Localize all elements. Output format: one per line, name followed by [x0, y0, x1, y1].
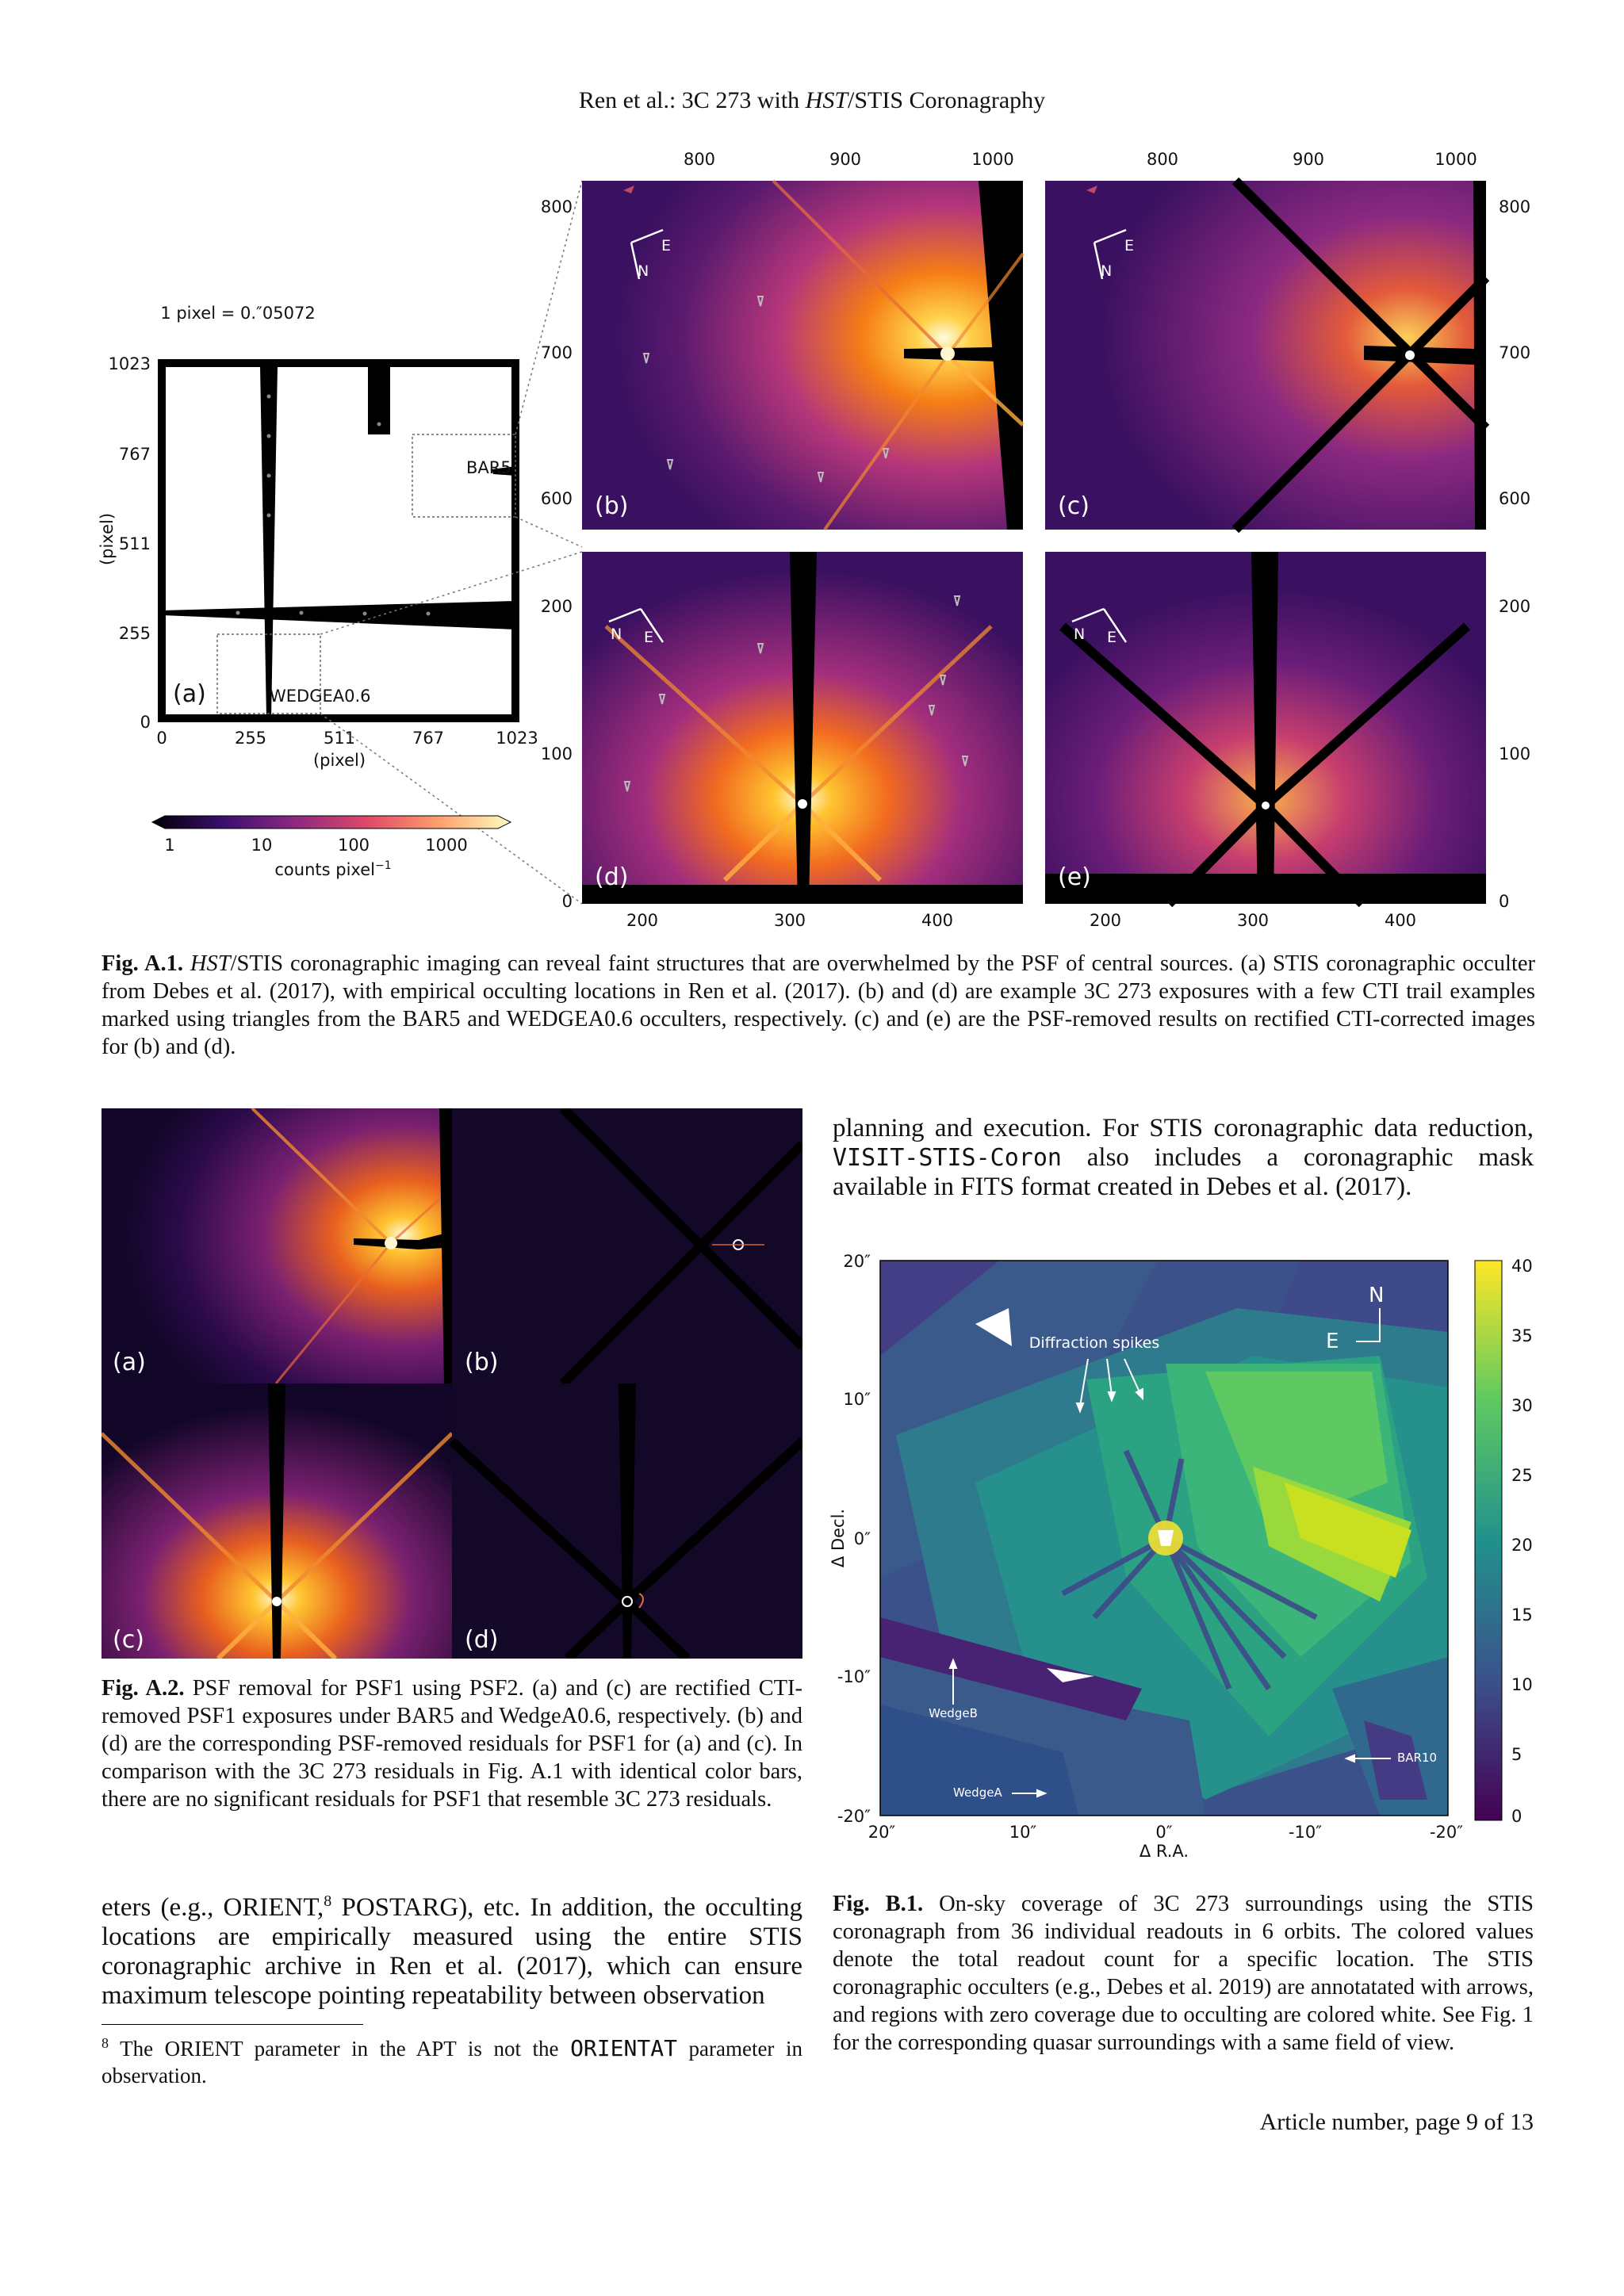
wedgeb-label: WedgeB	[929, 1706, 978, 1720]
fig-a2-panel-b	[452, 1108, 802, 1383]
diffraction-spikes-label: Diffraction spikes	[1028, 1334, 1160, 1352]
top-xtick: 800	[683, 150, 716, 169]
panel-e-label: (e)	[1058, 863, 1091, 891]
body-right-text-1: planning and execution. For STIS coronagraphic data reduction,	[833, 1114, 1534, 1142]
b1-xtick: 20″	[868, 1823, 896, 1842]
fig-b1-map	[880, 1261, 1448, 1816]
bottom-xtick: 300	[1236, 911, 1270, 930]
wedge-label: WEDGEA0.6	[270, 687, 371, 706]
fig-a2-panel-c	[102, 1383, 452, 1659]
top-xtick: 900	[829, 150, 862, 169]
b1-ytick: 20″	[843, 1252, 871, 1271]
figure-a2	[102, 1108, 802, 1659]
panel-b-compass-e: E	[661, 237, 672, 254]
bottom-ytick-right: 200	[1499, 597, 1531, 616]
panel-d-label: (d)	[595, 863, 629, 891]
panel-a-xlabel: (pixel)	[312, 751, 366, 770]
fig-b1-colorbar	[1475, 1257, 1533, 1826]
footnote-rule	[102, 2024, 363, 2025]
top-ytick-left: 800	[540, 197, 573, 216]
colorbar-tick: 100	[337, 836, 370, 855]
fig-a2-panel-d	[452, 1383, 802, 1659]
fig-a1-caption	[102, 950, 1535, 1061]
bottom-ytick-right: 0	[1499, 892, 1510, 911]
bottom-ytick-left: 200	[540, 597, 573, 616]
top-ytick-left: 700	[540, 343, 573, 362]
panel-a-xtick: 511	[323, 729, 356, 748]
figure-a1	[0, 0, 1624, 936]
wedgea-label: WedgeA	[953, 1785, 1002, 1800]
panel-a-ylabel: (pixel)	[98, 512, 117, 566]
fig-a2-panel-b-label: (b)	[465, 1349, 499, 1376]
b1-ytick: -20″	[837, 1807, 871, 1826]
b1-xtick: 10″	[1009, 1823, 1037, 1842]
fig-a2-caption-text: PSF removal for PSF1 using PSF2. (a) and (c) are rectified CTI-removed PSF1 exposures under BAR5 and WedgeA0.6, respectively. (b) and (d) are the corresponding PSF-removed residuals for PSF1 for (a) and (c). In comparison with the 3C 273 residuals in Fig. A.1 with identical color bars, there are no significant residuals for PSF1 that resemble 3C 273 residuals.	[102, 1676, 803, 1812]
body-right-paragraph	[833, 1114, 1534, 1202]
colorbar-tick: 1	[164, 836, 175, 855]
panel-a-label: (a)	[173, 680, 206, 708]
b1-ytick: -10″	[837, 1667, 871, 1686]
bottom-xtick: 300	[773, 911, 806, 930]
top-xtick: 900	[1292, 150, 1325, 169]
fig-a2-caption-label: Fig. A.2.	[102, 1676, 185, 1701]
b1-colorbar-tick: 10	[1511, 1675, 1533, 1694]
panel-c-label: (c)	[1058, 492, 1090, 520]
figure-b1	[825, 1245, 1538, 1871]
b1-colorbar-tick: 40	[1511, 1257, 1533, 1276]
fig-a2-panel-c-label: (c)	[113, 1626, 144, 1654]
bottom-ytick-left: 100	[540, 744, 573, 763]
body-left-text-2: POSTARG), etc. In addition, the occulting locations are empirically measured using the entire STIS coronagraphic archive in Ren et al. (2017), which can ensure maximum telescope pointing repeatability between observation	[102, 1893, 802, 2010]
footnote	[102, 2030, 802, 2089]
panel-b-image	[582, 181, 1023, 530]
bottom-ytick-left: 0	[561, 892, 573, 911]
top-ytick-right: 800	[1499, 197, 1531, 216]
running-title-post: /STIS Coronagraphy	[848, 87, 1046, 113]
b1-colorbar-tick: 5	[1511, 1745, 1522, 1764]
b1-ylabel: Δ Decl.	[829, 1508, 848, 1568]
panel-a-ytick: 0	[140, 713, 151, 732]
body-left-paragraph	[102, 1887, 802, 2011]
top-xtick: 1000	[971, 150, 1014, 169]
b1-colorbar-tick: 15	[1511, 1605, 1533, 1624]
panel-c-compass-n: N	[1101, 262, 1113, 280]
colorbar-tick: 1000	[425, 836, 468, 855]
panel-a-xtick: 767	[412, 729, 445, 748]
footnote-text-1: The ORIENT parameter in the APT is not the	[120, 2037, 571, 2061]
body-right-code: VISIT-STIS-Coron	[833, 1144, 1062, 1172]
b1-xtick: 0″	[1155, 1823, 1173, 1842]
panel-e-compass-n: N	[1074, 626, 1086, 643]
footnote-ref: 8	[324, 1892, 332, 1910]
scale-label: 1 pixel = 0.″05072	[160, 304, 316, 323]
panel-b-label: (b)	[595, 492, 629, 520]
b1-colorbar-tick: 20	[1511, 1536, 1533, 1555]
fig-b1-caption	[833, 1890, 1534, 2057]
b1-ytick: 0″	[853, 1529, 871, 1548]
panel-a-ytick: 1023	[108, 354, 151, 373]
panel-a-ytick: 767	[118, 445, 151, 464]
panel-d-compass-n: N	[611, 626, 622, 643]
fig-a2-caption	[102, 1674, 802, 1813]
bottom-xtick: 400	[921, 911, 954, 930]
colorbar-tick: 10	[251, 836, 273, 855]
page-footer: Article number, page 9 of 13	[1259, 2109, 1534, 2135]
panel-c-image	[1045, 181, 1486, 530]
fig-a2-panel-d-label: (d)	[465, 1626, 499, 1654]
panel-d-compass-e: E	[644, 629, 654, 646]
fig-a1-caption-text: /STIS coronagraphic imaging can reveal faint structures that are overwhelmed by the PSF of central sources. (a) STIS coronagraphic occulter from Debes et al. (2017), with empirical occulting locations in Ren et al. (2017). (b) and (d) are example 3C 273 exposures with a few CTI trail examples marked using triangles from the BAR5 and WEDGEA0.6 occulters, respectively. (c) and (e) are the PSF-removed results on rectified CTI-corrected images for (b) and (d).	[102, 951, 1536, 1059]
colorbar-label	[274, 859, 391, 879]
b1-xtick: -20″	[1429, 1823, 1464, 1842]
fig-a1-caption-em: HST	[190, 951, 231, 976]
panel-c-compass-e: E	[1124, 237, 1135, 254]
running-title-pre: Ren et al.: 3C 273 with	[578, 87, 806, 113]
panel-e-compass-e: E	[1107, 629, 1117, 646]
b1-xlabel: Δ R.A.	[1139, 1842, 1189, 1861]
panel-d-image	[582, 552, 1023, 904]
panel-a-xtick: 1023	[496, 729, 538, 748]
top-xtick: 1000	[1434, 150, 1477, 169]
b1-ytick: 10″	[843, 1390, 871, 1409]
footnote-text-2: parameter in observation.	[102, 2037, 802, 2087]
top-ytick-right: 700	[1499, 343, 1531, 362]
bottom-xtick: 400	[1384, 911, 1417, 930]
compass-e: E	[1326, 1330, 1339, 1353]
bottom-xtick: 200	[1089, 911, 1122, 930]
fig-b1-caption-label: Fig. B.1.	[833, 1892, 924, 1916]
b1-colorbar-tick: 30	[1511, 1396, 1533, 1415]
fig-a2-panel-a-label: (a)	[113, 1349, 146, 1376]
panel-a-xtick: 255	[234, 729, 267, 748]
b1-colorbar-tick: 35	[1511, 1326, 1533, 1345]
footnote-code: ORIENTAT	[570, 2035, 677, 2061]
b1-colorbar-tick: 0	[1511, 1807, 1522, 1826]
panel-a-xtick: 0	[156, 729, 167, 748]
fig-a1-colorbar	[152, 816, 511, 879]
colorbar-label-sup: −1	[374, 859, 392, 872]
body-left-text-1: eters (e.g., ORIENT,	[102, 1893, 324, 1922]
top-ytick-right: 600	[1499, 489, 1531, 508]
fig-a1-caption-label: Fig. A.1.	[102, 951, 184, 976]
b1-colorbar-tick: 25	[1511, 1466, 1533, 1485]
top-ytick-left: 600	[540, 489, 573, 508]
bottom-ytick-right: 100	[1499, 744, 1531, 763]
panel-a-ytick: 511	[118, 534, 151, 553]
bar10-label: BAR10	[1397, 1751, 1438, 1765]
b1-xtick: -10″	[1288, 1823, 1323, 1842]
panel-a-occulter	[98, 354, 538, 770]
fig-a2-panel-a	[102, 1108, 452, 1383]
colorbar-label-text: counts pixel	[274, 860, 375, 879]
panel-a-ytick: 255	[118, 624, 151, 643]
footnote-number: 8	[102, 2035, 109, 2051]
top-xtick: 800	[1146, 150, 1179, 169]
compass-n: N	[1369, 1284, 1385, 1307]
running-title-em: HST	[805, 87, 848, 113]
bar5-label: BAR5	[466, 458, 511, 477]
panel-b-compass-n: N	[638, 262, 649, 280]
bottom-xtick: 200	[626, 911, 659, 930]
panel-e-image	[1045, 552, 1486, 904]
fig-b1-caption-text: On-sky coverage of 3C 273 surroundings using the STIS coronagraph from 36 individual readouts in 6 orbits. The colored values denote the total readout count for a specific location. The STIS coronagraphic occulters (e.g., Debes et al. 2019) are annotatated with arrows, and regions with zero coverage due to occulting are colored white. See Fig. 1 for the corresponding quasar surroundings with a same field of view.	[833, 1892, 1534, 2055]
body-right-text-2: also includes a coronagraphic mask available in FITS format created in Debes et al. (2017).	[833, 1143, 1534, 1201]
